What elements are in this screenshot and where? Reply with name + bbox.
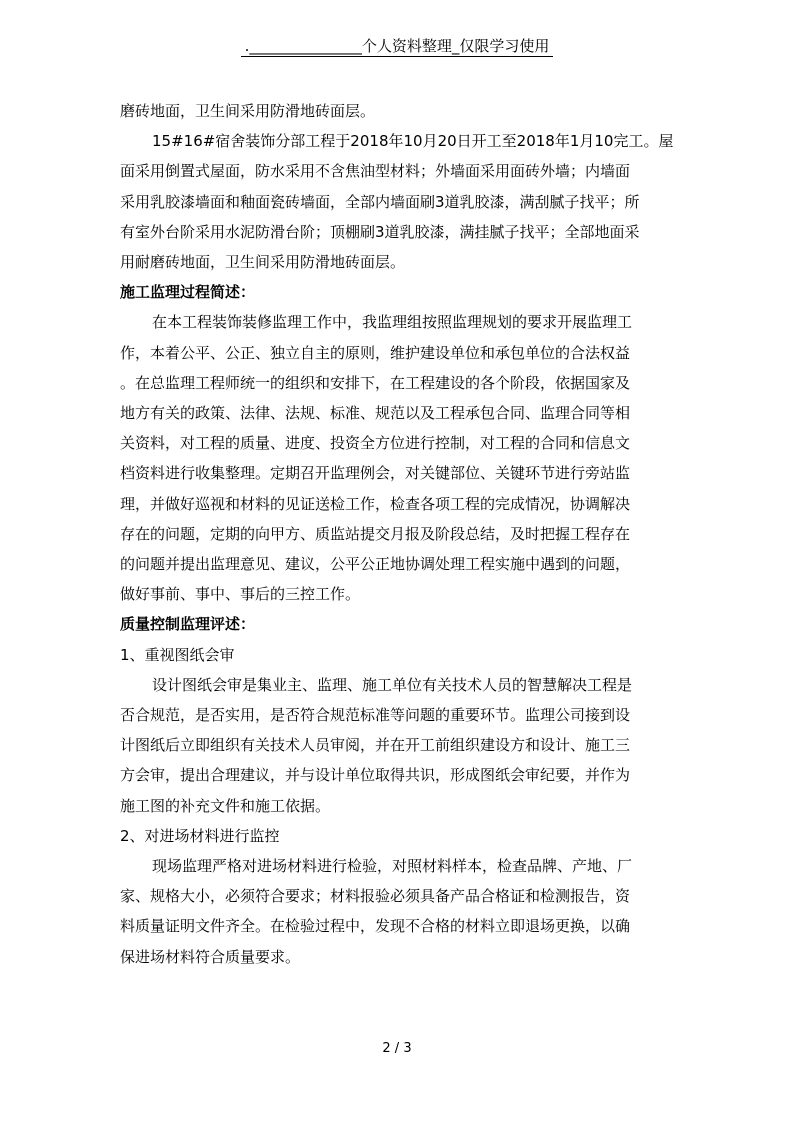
- paragraph-line: 用耐磨砖地面，卫生间采用防滑地砖面层。: [120, 253, 406, 272]
- paragraph-line: 作，本着公平、公正、独立自主的原则，维护建设单位和承包单位的合法权益: [120, 343, 631, 362]
- paragraph-line: 面采用倒置式屋面，防水采用不含焦油型材料；外墙面采用面砖外墙；内墙面: [120, 162, 631, 181]
- paragraph-line: 方会审，提出合理建议，并与设计单位取得共识，形成图纸会审纪要，并作为: [120, 766, 631, 785]
- paragraph-line: 档资料进行收集整理。定期召开监理例会，对关键部位、关键环节进行旁站监: [120, 464, 631, 483]
- paragraph-line: 现场监理严格对进场材料进行检验，对照材料样本，检查品牌、产地、厂: [152, 857, 633, 876]
- paragraph-line: 有室外台阶采用水泥防滑台阶；顶棚刷3道乳胶漆，满挂腻子找平；全部地面采: [120, 222, 640, 241]
- paragraph-line: 在本工程装饰装修监理工作中，我监理组按照监理规划的要求开展监理工: [152, 313, 633, 332]
- section-heading: 施工监理过程简述：: [120, 283, 256, 302]
- paragraph-line: 做好事前、事中、事后的三控工作。: [120, 585, 361, 604]
- paragraph-line: 否合规范，是否实用，是否符合规范标准等问题的重要环节。监理公司接到设: [120, 706, 631, 725]
- section-heading: 质量控制监理评述：: [120, 615, 256, 634]
- paragraph-line: 15#16#宿舍装饰分部工程于2018年10月20日开工至2018年1月10完工。屋: [152, 132, 674, 151]
- paragraph-line: 计图纸后立即组织有关技术人员审阅，并在开工前组织建设方和设计、施工三: [120, 736, 631, 755]
- page-header: [0, 36, 794, 56]
- subsection-heading: 1、重视图纸会审: [120, 645, 235, 664]
- paragraph-line: 的问题并提出监理意见、建议，公平公正地协调处理工程实施中遇到的问题，: [120, 555, 631, 574]
- paragraph-line: 家、规格大小，必须符合要求；材料报验必须具备产品合格证和检测报告，资: [120, 887, 631, 906]
- paragraph-line: 设计图纸会审是集业主、监理、施工单位有关技术人员的智慧解决工程是: [152, 675, 633, 694]
- paragraph-line: 关资料，对工程的质量、进度、投资全方位进行控制，对工程的合同和信息文: [120, 434, 631, 453]
- paragraph-line: 存在的问题，定期的向甲方、质监站提交月报及阶段总结，及时把握工程存在: [120, 524, 631, 543]
- paragraph-line: 保进场材料符合质量要求。: [120, 947, 301, 966]
- paragraph-line: 理，并做好巡视和材料的见证送检工作，检查各项工程的完成情况，协调解决: [120, 494, 631, 513]
- document-body: [120, 96, 680, 972]
- paragraph-line: 。在总监理工程师统一的组织和安排下，在工程建设的各个阶段，依据国家及: [120, 373, 631, 392]
- page-number: 2 / 3: [382, 1041, 412, 1056]
- paragraph-line: 施工图的补充文件和施工依据。: [120, 796, 331, 815]
- subsection-heading: 2、对进场材料进行监控: [120, 826, 280, 845]
- header-text: ._______________个人资料整理_仅限学习使用: [241, 37, 554, 57]
- paragraph-line: 地方有关的政策、法律、法规、标准、规范以及工程承包合同、监理合同等相: [120, 404, 631, 423]
- paragraph-line: 料质量证明文件齐全。在检验过程中，发现不合格的材料立即退场更换，以确: [120, 917, 631, 936]
- paragraph-line: 磨砖地面，卫生间采用防滑地砖面层。: [120, 102, 376, 120]
- paragraph-line: 采用乳胶漆墙面和釉面瓷砖墙面，全部内墙面刷3道乳胶漆，满刮腻子找平；所: [120, 192, 640, 211]
